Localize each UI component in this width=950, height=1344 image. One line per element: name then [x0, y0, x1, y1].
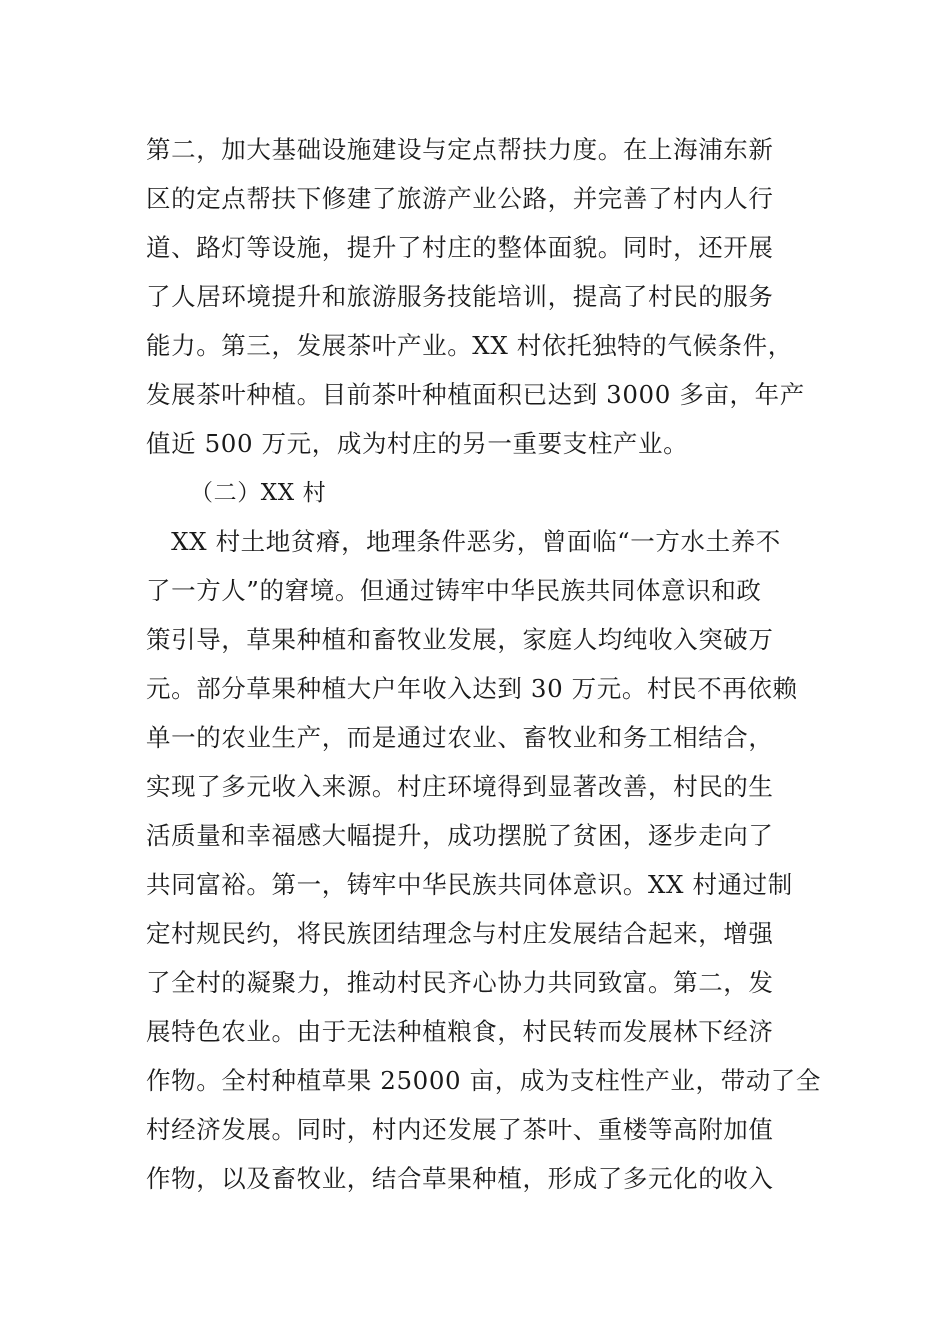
paragraph-2-line-14: 作物，以及畜牧业，结合草果种植，形成了多元化的收入	[146, 1164, 774, 1193]
paragraph-2-line-5: 单一的农业生产，而是通过农业、畜牧业和务工相结合，	[146, 723, 774, 752]
paragraph-2-line-10: 了全村的凝聚力，推动村民齐心协力共同致富。第二，发	[146, 968, 774, 997]
section-heading: （二）XX 村	[190, 480, 327, 506]
paragraph-1-line-1: 第二，加大基础设施建设与定点帮扶力度。在上海浦东新	[146, 135, 774, 164]
paragraph-2-line-4: 元。部分草果种植大户年收入达到 30 万元。村民不再依赖	[146, 674, 798, 703]
paragraph-2-line-6: 实现了多元收入来源。村庄环境得到显著改善，村民的生	[146, 772, 774, 801]
paragraph-1-line-7: 值近 500 万元，成为村庄的另一重要支柱产业。	[146, 429, 689, 458]
paragraph-1-line-2: 区的定点帮扶下修建了旅游产业公路，并完善了村内人行	[146, 184, 774, 213]
paragraph-1-line-5: 能力。第三，发展茶叶产业。XX 村依托独特的气候条件，	[146, 331, 793, 360]
paragraph-1-line-6: 发展茶叶种植。目前茶叶种植面积已达到 3000 多亩，年产	[146, 380, 805, 409]
paragraph-1-line-3: 道、路灯等设施，提升了村庄的整体面貌。同时，还开展	[146, 233, 774, 262]
paragraph-2-line-13: 村经济发展。同时，村内还发展了茶叶、重楼等高附加值	[146, 1115, 774, 1144]
paragraph-2-line-9: 定村规民约，将民族团结理念与村庄发展结合起来，增强	[146, 919, 774, 948]
paragraph-2-line-3: 策引导，草果种植和畜牧业发展，家庭人均纯收入突破万	[146, 625, 774, 654]
paragraph-2-line-1: XX 村土地贫瘠，地理条件恶劣，曾面临“一方水土养不	[146, 527, 781, 556]
paragraph-1-line-4: 了人居环境提升和旅游服务技能培训，提高了村民的服务	[146, 282, 774, 311]
paragraph-2-line-12: 作物。全村种植草果 25000 亩，成为支柱性产业，带动了全	[146, 1066, 822, 1095]
paragraph-2-line-7: 活质量和幸福感大幅提升，成功摆脱了贫困，逐步走向了	[146, 821, 774, 850]
paragraph-2-line-11: 展特色农业。由于无法种植粮食，村民转而发展林下经济	[146, 1017, 774, 1046]
paragraph-2-line-8: 共同富裕。第一，铸牢中华民族共同体意识。XX 村通过制	[146, 870, 793, 899]
paragraph-2-line-2: 了一方人”的窘境。但通过铸牢中华民族共同体意识和政	[146, 576, 762, 605]
